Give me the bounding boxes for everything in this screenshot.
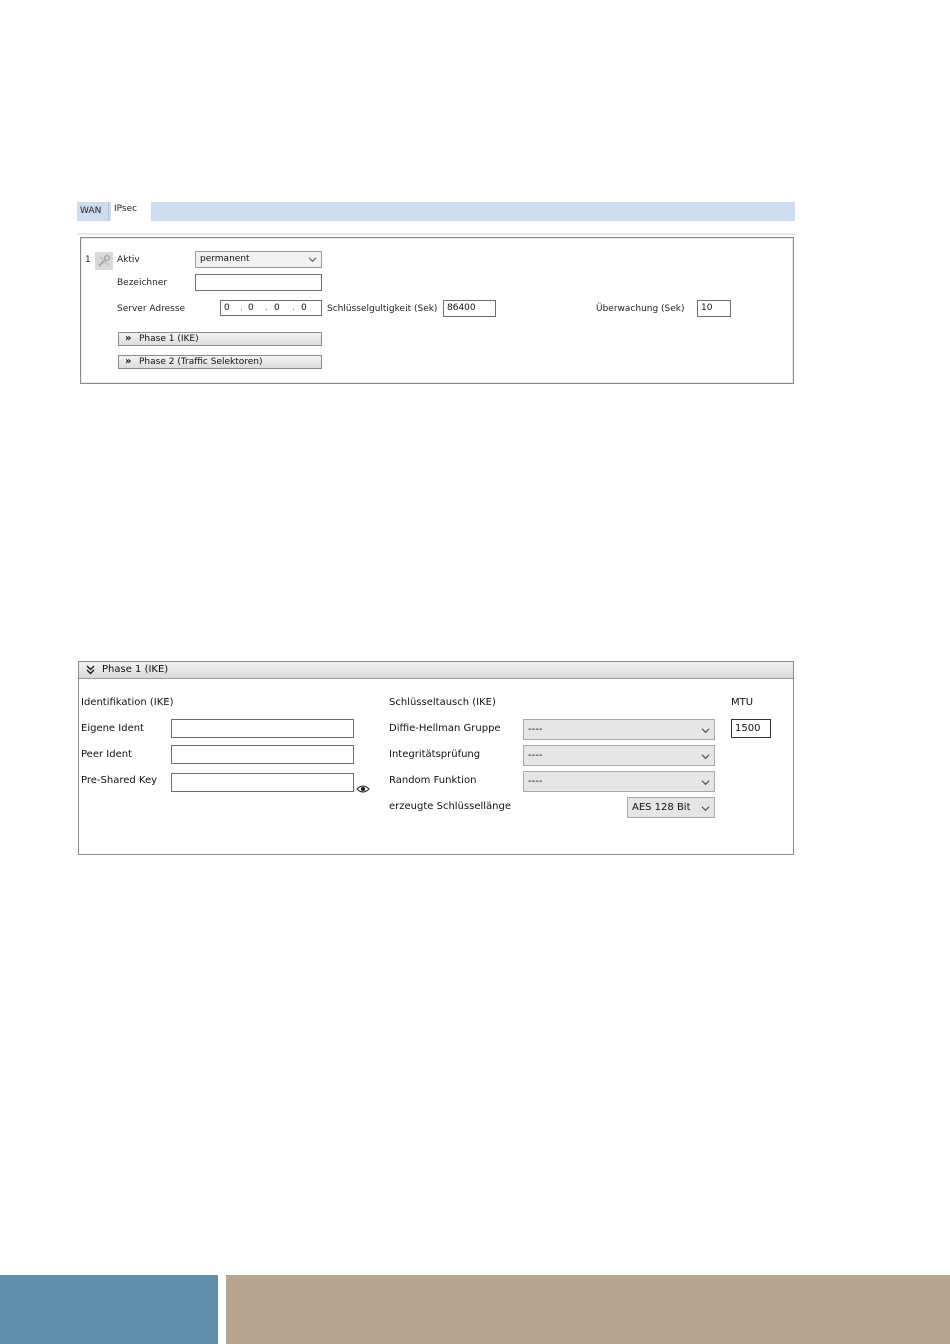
key-lifetime-input[interactable]: 86400 [443,300,496,317]
server-address-label: Server Adresse [117,304,186,314]
chevron-down-icon [701,752,710,761]
key-lifetime-label: Schlüsselgultigkeit (Sek) [327,304,438,314]
psk-input[interactable] [171,773,354,792]
key-exchange-title: Schlüsseltausch (IKE) [389,697,496,708]
dh-group-select[interactable] [523,719,715,740]
double-chevron-right-icon: » [125,356,132,367]
chevron-down-icon [701,778,710,787]
aktiv-select-value: permanent [200,254,250,264]
aktiv-select[interactable] [195,251,322,268]
chevron-down-icon [308,255,317,264]
tab-ipsec[interactable]: IPsec [111,201,151,221]
double-chevron-right-icon: » [125,333,132,344]
phase1-button-label: Phase 1 (IKE) [139,334,199,344]
double-chevron-down-icon [86,662,95,683]
key-length-label: erzeugte Schlüssellänge [389,801,511,812]
ip-separator: . [292,303,295,313]
random-function-value: ---- [528,776,543,787]
chevron-down-icon [701,726,710,735]
aktiv-label: Aktiv [117,255,140,265]
peer-ident-input[interactable] [171,745,354,764]
dh-group-label: Diffie-Hellman Gruppe [389,723,501,734]
tab-wan[interactable]: WAN [77,202,109,221]
tools-icon[interactable] [95,252,113,270]
bezeichner-input[interactable] [195,274,322,291]
ip-octet-4[interactable]: 0 [301,303,307,313]
mtu-label: MTU [731,697,754,708]
peer-ident-label: Peer Ident [81,749,132,760]
identification-title: Identifikation (IKE) [81,697,174,708]
phase2-button-label: Phase 2 (Traffic Selektoren) [139,357,263,367]
integrity-select[interactable] [523,745,715,766]
phase1-header[interactable] [79,662,793,679]
chevron-down-icon [701,804,710,813]
key-length-value: AES 128 Bit [632,802,691,813]
phase2-expand-button[interactable] [118,355,322,369]
integrity-value: ---- [528,750,543,761]
own-ident-label: Eigene Ident [81,723,144,734]
footer-band-left [0,1275,218,1344]
horizontal-scrollbar[interactable] [77,233,795,235]
phase1-header-title: Phase 1 (IKE) [102,664,169,675]
dh-group-value: ---- [528,724,543,735]
random-function-select[interactable] [523,771,715,792]
random-function-label: Random Funktion [389,775,477,786]
mtu-input[interactable]: 1500 [731,719,771,738]
own-ident-input[interactable] [171,719,354,738]
tab-bar [77,202,795,221]
ip-octet-2[interactable]: 0 [248,303,254,313]
ip-octet-1[interactable]: 0 [224,303,230,313]
entry-index: 1 [85,255,91,265]
ip-octet-3[interactable]: 0 [274,303,280,313]
phase1-expand-button[interactable] [118,332,322,346]
key-length-select[interactable] [627,797,715,818]
ip-separator: . [265,303,268,313]
footer-band-right [226,1275,950,1344]
bezeichner-label: Bezeichner [117,278,168,288]
ip-separator: . [240,303,243,313]
psk-label: Pre-Shared Key [81,775,158,786]
monitoring-label: Überwachung (Sek) [596,304,685,314]
eye-icon[interactable] [356,779,370,789]
monitoring-input[interactable]: 10 [697,300,731,317]
server-address-input[interactable] [220,300,322,316]
integrity-label: Integritätsprüfung [389,749,481,760]
